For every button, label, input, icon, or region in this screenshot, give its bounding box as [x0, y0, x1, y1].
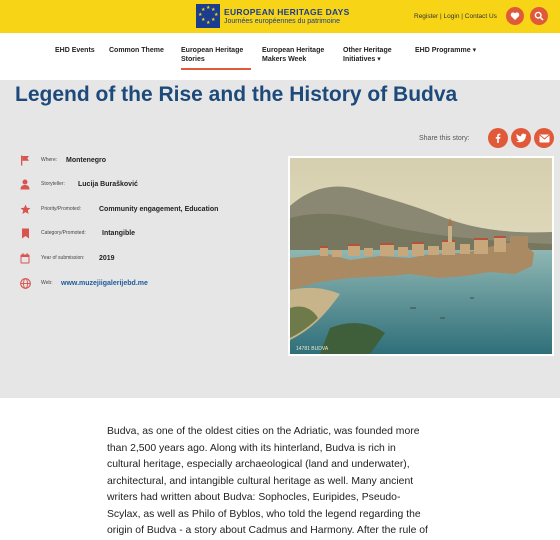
nav-label-line1: European Heritage — [181, 47, 244, 54]
nav-label-line1: European Heritage — [262, 47, 325, 54]
star-icon — [18, 202, 32, 216]
meta-label: Where: — [41, 157, 58, 163]
photo-caption: 14781 BUDVA — [296, 346, 329, 352]
flag-icon — [18, 153, 32, 167]
share-email-button[interactable] — [534, 128, 554, 148]
web-link[interactable]: www.muzejiigalerijebd.me — [61, 279, 148, 287]
nav-other-heritage-initiatives[interactable] — [343, 47, 392, 64]
meta-value: Community engagement, Education — [99, 205, 219, 213]
search-button[interactable] — [530, 7, 548, 25]
meta-category — [18, 226, 136, 240]
article-line: Scylax, as well as Philo of Byblos, who told the legend regarding the — [107, 508, 421, 520]
account-links — [414, 13, 497, 20]
article-line: than 2,500 years ago. Along with its hinterland, Budva is rich in — [107, 442, 396, 454]
meta-label: Web: — [41, 280, 53, 286]
share-twitter-button[interactable] — [511, 128, 531, 148]
meta-web — [18, 276, 148, 290]
favourites-button[interactable] — [506, 7, 524, 25]
article-line: cultural heritage, especially archaeological (land and underwater), — [107, 459, 410, 470]
contact-link[interactable]: Contact Us — [464, 13, 497, 20]
nav-ehd-programme[interactable]: EHD Programme ▾ — [415, 47, 477, 54]
meta-year — [18, 251, 115, 265]
article-line: origin of Budva - a story about Cadmus and Harmony. After the rule of — [107, 525, 428, 536]
nav-european-heritage-stories[interactable] — [181, 47, 243, 64]
meta-label: Category/Promoted: — [41, 230, 86, 236]
logo-subtitle: Journées européennes du patrimoine — [224, 17, 340, 25]
twitter-icon — [516, 133, 527, 143]
search-icon — [534, 11, 544, 21]
globe-icon — [18, 276, 32, 290]
separator: | — [440, 13, 442, 20]
bookmark-icon — [18, 226, 32, 240]
top-banner — [0, 0, 560, 33]
meta-label: Storyteller: — [41, 181, 65, 187]
envelope-icon — [539, 134, 550, 143]
nav-common-theme[interactable]: Common Theme — [109, 47, 164, 54]
meta-label: Year of submission: — [41, 255, 85, 261]
logo-title: EUROPEAN HERITAGE DAYS — [224, 6, 350, 17]
meta-where — [18, 153, 107, 167]
meta-value: Lucija Burašković — [78, 180, 138, 188]
page-title: Legend of the Rise and the History of Budva — [15, 83, 458, 106]
calendar-icon — [18, 251, 32, 265]
meta-label: Priority/Promoted: — [41, 206, 82, 212]
meta-storyteller — [18, 177, 138, 191]
story-photo[interactable] — [288, 156, 554, 356]
article-line: writers had written about Budva: Sophocles, Euripides, Pseudo- — [107, 492, 401, 503]
meta-value: Intangible — [102, 229, 136, 237]
separator: | — [461, 13, 463, 20]
nav-makers-week[interactable] — [262, 47, 324, 64]
share-label: Share this story: — [419, 135, 470, 142]
person-icon — [18, 177, 32, 191]
nav-ehd-events[interactable]: EHD Events — [55, 47, 95, 54]
meta-value: 2019 — [99, 254, 115, 262]
heart-icon — [510, 11, 520, 21]
facebook-icon — [493, 133, 503, 143]
eu-flag-icon: ★ ★ ★ ★ ★ ★ ★ ★ — [198, 5, 219, 26]
site-logo[interactable] — [196, 4, 350, 28]
article-line: architectural, and intangible cultural heritage as well. Many ancient — [107, 475, 414, 487]
share-facebook-button[interactable] — [488, 128, 508, 148]
login-link[interactable]: Login — [443, 13, 460, 20]
nav-label-line2: Stories — [181, 55, 205, 63]
nav-label-line2: Initiatives ▾ — [343, 55, 381, 63]
budva-photo — [290, 158, 552, 354]
main-nav — [0, 33, 560, 80]
nav-label-line2: Makers Week — [262, 55, 307, 63]
article-body — [107, 424, 459, 540]
meta-priority — [18, 202, 219, 216]
article-line: Budva, as one of the oldest cities on the Adriatic, was founded more — [107, 426, 420, 437]
register-link[interactable]: Register — [414, 13, 439, 20]
nav-label-line1: Other Heritage — [343, 47, 392, 54]
meta-value: Montenegro — [66, 156, 107, 164]
logo-text — [224, 7, 350, 26]
